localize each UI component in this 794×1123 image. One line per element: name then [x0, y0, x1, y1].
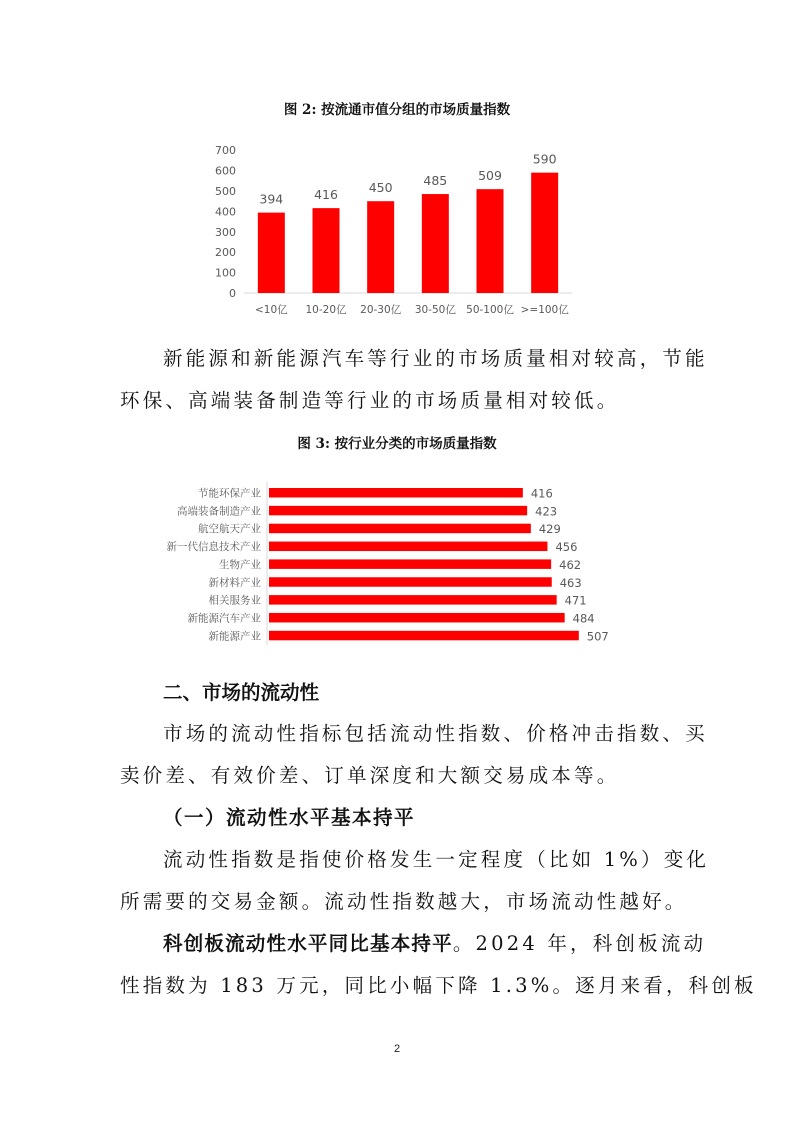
bar-value-label: 590	[532, 151, 557, 167]
y-category-label: 新材料产业	[208, 576, 261, 589]
x-category-label: 30-50亿	[414, 304, 456, 316]
industry-bar-chart	[0, 470, 794, 650]
x-category-label: 20-30亿	[360, 304, 402, 316]
bar-value-label: 429	[538, 522, 561, 537]
y-tick-label: 300	[215, 225, 236, 239]
bar	[269, 524, 531, 534]
bar-value-label: 471	[564, 593, 587, 608]
paragraph-2-line-2: 卖价差、有效价差、订单深度和大额交易成本等。	[120, 764, 620, 787]
x-category-label: <10亿	[254, 304, 288, 316]
paragraph-4-line-2: 性指数为 183 万元，同比小幅下降 1.3%。逐月来看，科创板	[120, 974, 757, 997]
paragraph-2-line-1: 市场的流动性指标包括流动性指数、价格冲击指数、买	[163, 722, 708, 745]
bar	[269, 577, 552, 587]
bar-value-label: 416	[314, 187, 338, 203]
y-category-label: 新一代信息技术产业	[166, 541, 261, 554]
bar-value-label: 507	[586, 629, 609, 644]
bar	[269, 506, 527, 515]
bar	[269, 613, 565, 623]
y-tick-label: 700	[215, 144, 236, 158]
paragraph-3-line-1: 流动性指数是指使价格发生一定程度（比如 1%）变化	[163, 848, 710, 871]
bar-value-label: 456	[555, 540, 578, 555]
paragraph-4-line-1	[163, 928, 706, 956]
bar-value-label: 394	[259, 191, 284, 207]
bar-value-label: 484	[572, 611, 595, 626]
bar	[258, 213, 285, 293]
y-tick-label: 200	[215, 246, 236, 260]
x-category-label: 10-20亿	[305, 304, 347, 316]
market-cap-bar-chart	[0, 0, 794, 330]
y-category-label: 相关服务业	[208, 594, 261, 607]
y-category-label: 新能源产业	[208, 630, 261, 643]
figure3-caption: 图 3: 按行业分类的市场质量指数	[297, 436, 497, 452]
y-tick-label: 100	[215, 266, 236, 280]
bar	[422, 194, 449, 293]
bar	[269, 595, 557, 605]
y-tick-label: 500	[215, 185, 236, 198]
bar-value-label: 463	[559, 575, 582, 590]
y-category-label: 高端装备制造产业	[177, 505, 261, 518]
y-tick-label: 600	[215, 164, 236, 178]
page-number: 2	[393, 1043, 401, 1055]
bar	[269, 488, 523, 498]
x-category-label: >=100亿	[520, 304, 569, 316]
bar	[531, 173, 558, 293]
y-category-label: 生物产业	[219, 558, 261, 571]
y-category-label: 新能源汽车产业	[187, 612, 261, 625]
section-heading-liquidity: 二、市场的流动性	[163, 681, 320, 704]
bar-value-label: 509	[478, 168, 502, 184]
subsection-heading-liquidity-level: （一）流动性水平基本持平	[163, 806, 416, 829]
x-category-label: 50-100亿	[466, 304, 514, 316]
bar-value-label: 423	[535, 504, 558, 519]
bar-value-label: 416	[530, 486, 553, 501]
bar-value-label: 450	[368, 180, 393, 196]
paragraph-1-line-2: 环保、高端装备制造等行业的市场质量相对较低。	[120, 389, 620, 412]
y-tick-label: 400	[215, 205, 236, 219]
bar	[269, 559, 551, 569]
figure2-caption: 图 2: 按流通市值分组的市场质量指数	[283, 102, 511, 118]
paragraph-4-bold-lead: 科创板流动性水平同比基本持平	[163, 932, 453, 955]
y-category-label: 航空航天产业	[198, 523, 261, 536]
bar-value-label: 462	[559, 557, 582, 572]
bar	[477, 189, 504, 293]
bar	[367, 201, 394, 293]
paragraph-3-line-2: 所需要的交易金额。流动性指数越大，市场流动性越好。	[120, 890, 688, 913]
y-tick-label: 0	[229, 287, 236, 300]
bar	[269, 542, 547, 552]
bar-value-label: 485	[423, 173, 448, 189]
paragraph-1-line-1: 新能源和新能源汽车等行业的市场质量相对较高，节能	[163, 347, 708, 370]
bar	[313, 208, 340, 293]
bar	[269, 631, 579, 641]
y-category-label: 节能环保产业	[198, 487, 261, 500]
paragraph-4-line-1-rest: 。2024 年，科创板流动	[452, 932, 707, 955]
